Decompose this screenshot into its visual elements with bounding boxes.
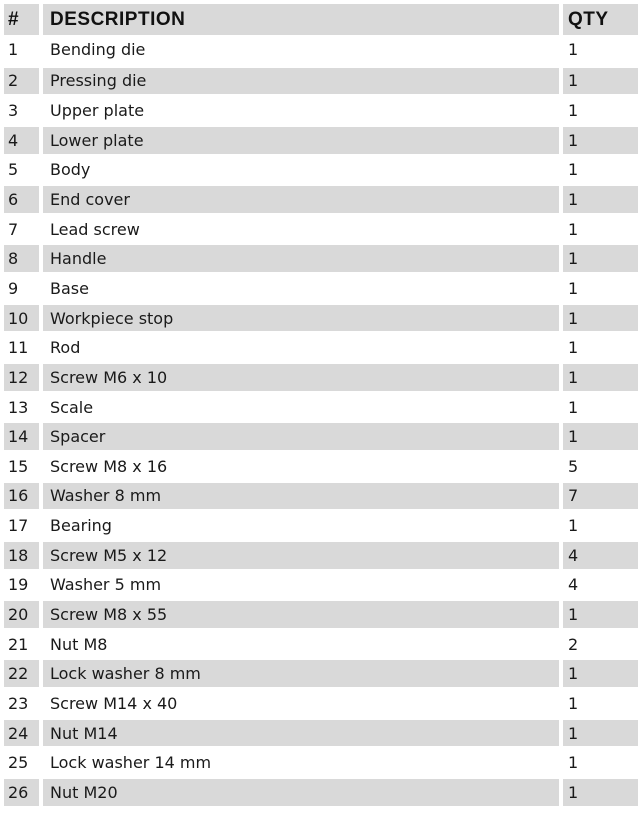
- part-quantity: 1: [559, 391, 638, 421]
- table-row: [4, 746, 638, 776]
- table-row: [4, 657, 638, 687]
- part-number: 20: [4, 598, 39, 628]
- table-row: [4, 213, 638, 243]
- table-row: [4, 65, 638, 95]
- part-description: Screw M5 x 12: [39, 539, 559, 569]
- table-row: [4, 509, 638, 539]
- part-number: 14: [4, 420, 39, 450]
- table-row: [4, 420, 638, 450]
- table-row: [4, 154, 638, 184]
- table-row: [4, 717, 638, 747]
- table-row: [4, 687, 638, 717]
- part-quantity: 1: [559, 687, 638, 717]
- part-number: 26: [4, 776, 39, 806]
- part-description: Lower plate: [39, 124, 559, 154]
- table-row: [4, 569, 638, 599]
- part-quantity: 1: [559, 746, 638, 776]
- part-quantity: 1: [559, 65, 638, 95]
- part-number: 6: [4, 183, 39, 213]
- table-row: [4, 598, 638, 628]
- part-description: Nut M14: [39, 717, 559, 747]
- part-description: Screw M6 x 10: [39, 361, 559, 391]
- part-quantity: 1: [559, 717, 638, 747]
- part-number: 7: [4, 213, 39, 243]
- part-number: 10: [4, 302, 39, 332]
- table-row: [4, 242, 638, 272]
- part-number: 2: [4, 65, 39, 95]
- part-quantity: 1: [559, 94, 638, 124]
- table-row: [4, 124, 638, 154]
- part-description: End cover: [39, 183, 559, 213]
- part-description: Screw M8 x 55: [39, 598, 559, 628]
- part-number: 19: [4, 569, 39, 599]
- part-description: Workpiece stop: [39, 302, 559, 332]
- part-number: 15: [4, 450, 39, 480]
- part-description: Lead screw: [39, 213, 559, 243]
- part-number: 5: [4, 154, 39, 184]
- part-quantity: 1: [559, 124, 638, 154]
- part-number: 13: [4, 391, 39, 421]
- part-quantity: 1: [559, 598, 638, 628]
- part-description: Spacer: [39, 420, 559, 450]
- part-quantity: 4: [559, 569, 638, 599]
- table-row: [4, 35, 638, 65]
- part-description: Nut M20: [39, 776, 559, 806]
- part-quantity: 1: [559, 657, 638, 687]
- part-description: Nut M8: [39, 628, 559, 658]
- part-description: Washer 5 mm: [39, 569, 559, 599]
- part-description: Scale: [39, 391, 559, 421]
- part-quantity: 2: [559, 628, 638, 658]
- part-quantity: 1: [559, 183, 638, 213]
- table-body: [4, 35, 638, 806]
- table-row: [4, 361, 638, 391]
- part-description: Lock washer 14 mm: [39, 746, 559, 776]
- table-row: [4, 628, 638, 658]
- part-number: 24: [4, 717, 39, 747]
- table-row: [4, 302, 638, 332]
- part-quantity: 1: [559, 509, 638, 539]
- part-quantity: 5: [559, 450, 638, 480]
- part-description: Upper plate: [39, 94, 559, 124]
- header-description: DESCRIPTION: [39, 4, 559, 35]
- part-description: Screw M8 x 16: [39, 450, 559, 480]
- header-row: [4, 4, 638, 35]
- part-number: 4: [4, 124, 39, 154]
- part-description: Base: [39, 272, 559, 302]
- part-quantity: 1: [559, 272, 638, 302]
- part-number: 1: [8, 40, 19, 60]
- part-quantity: 1: [559, 776, 638, 806]
- part-number: 8: [4, 242, 39, 272]
- part-quantity: 1: [559, 302, 638, 332]
- table-row: [4, 272, 638, 302]
- parts-list-table: [4, 4, 638, 806]
- part-description: Bearing: [39, 509, 559, 539]
- table-row: [4, 539, 638, 569]
- part-description: Pressing die: [39, 65, 559, 95]
- part-description: Body: [39, 154, 559, 184]
- part-number: 11: [4, 331, 39, 361]
- part-number: 22: [4, 657, 39, 687]
- part-quantity: 1: [559, 242, 638, 272]
- header-number: #: [4, 4, 39, 35]
- table-row: [4, 183, 638, 213]
- part-number: 25: [4, 746, 39, 776]
- part-quantity: 7: [559, 480, 638, 510]
- part-quantity: 4: [559, 539, 638, 569]
- table-header: [4, 4, 638, 35]
- table-row: [4, 480, 638, 510]
- part-description: Bending die: [39, 35, 559, 65]
- table-row: [4, 331, 638, 361]
- part-description: Rod: [39, 331, 559, 361]
- part-description: Washer 8 mm: [39, 480, 559, 510]
- table-row: [4, 391, 638, 421]
- part-number: 23: [4, 687, 39, 717]
- table-row: [4, 450, 638, 480]
- part-number: 18: [4, 539, 39, 569]
- part-number: 12: [4, 361, 39, 391]
- part-number: 17: [4, 509, 39, 539]
- table-row: [4, 776, 638, 806]
- part-quantity: 1: [559, 35, 638, 65]
- part-number: 16: [4, 480, 39, 510]
- part-quantity: 1: [559, 331, 638, 361]
- part-number: 21: [4, 628, 39, 658]
- part-number: 3: [4, 94, 39, 124]
- part-description: Lock washer 8 mm: [39, 657, 559, 687]
- part-number: 9: [4, 272, 39, 302]
- part-description: Screw M14 x 40: [39, 687, 559, 717]
- table-row: [4, 94, 638, 124]
- part-quantity: 1: [559, 213, 638, 243]
- part-description: Handle: [39, 242, 559, 272]
- header-quantity: QTY: [559, 4, 638, 35]
- part-quantity: 1: [559, 154, 638, 184]
- part-quantity: 1: [559, 420, 638, 450]
- part-quantity: 1: [559, 361, 638, 391]
